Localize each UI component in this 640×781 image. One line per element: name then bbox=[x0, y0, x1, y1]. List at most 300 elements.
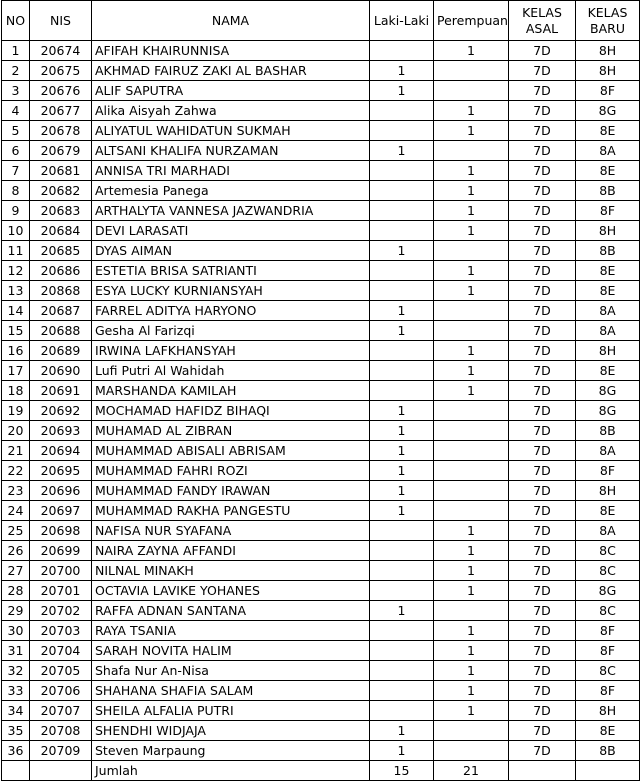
row-nis: 20689 bbox=[30, 341, 92, 361]
row-laki-laki: 1 bbox=[370, 321, 434, 341]
row-kelas-asal: 7D bbox=[509, 241, 576, 261]
row-nama: DYAS AIMAN bbox=[92, 241, 370, 261]
row-perempuan: 1 bbox=[434, 161, 509, 181]
row-nis: 20681 bbox=[30, 161, 92, 181]
header-laki-laki: Laki-Laki bbox=[370, 1, 434, 41]
table-row bbox=[2, 121, 640, 141]
row-nis: 20688 bbox=[30, 321, 92, 341]
table-row bbox=[2, 401, 640, 421]
row-kelas-asal: 7D bbox=[509, 301, 576, 321]
row-kelas-asal: 7D bbox=[509, 461, 576, 481]
row-nama: ALTSANI KHALIFA NURZAMAN bbox=[92, 141, 370, 161]
header-nama: NAMA bbox=[92, 1, 370, 41]
row-no: 14 bbox=[2, 301, 30, 321]
row-nama: FARREL ADITYA HARYONO bbox=[92, 301, 370, 321]
row-kelas-asal: 7D bbox=[509, 361, 576, 381]
row-nis: 20691 bbox=[30, 381, 92, 401]
table-row bbox=[2, 561, 640, 581]
row-nama: MUHAMMAD RAKHA PANGESTU bbox=[92, 501, 370, 521]
row-no: 13 bbox=[2, 281, 30, 301]
row-kelas-baru: 8A bbox=[576, 141, 640, 161]
row-nama: Artemesia Panega bbox=[92, 181, 370, 201]
row-perempuan bbox=[434, 301, 509, 321]
row-kelas-baru: 8C bbox=[576, 661, 640, 681]
row-kelas-asal: 7D bbox=[509, 101, 576, 121]
row-perempuan: 1 bbox=[434, 261, 509, 281]
row-no: 17 bbox=[2, 361, 30, 381]
row-perempuan bbox=[434, 481, 509, 501]
row-kelas-asal: 7D bbox=[509, 681, 576, 701]
row-kelas-baru: 8H bbox=[576, 701, 640, 721]
row-laki-laki: 1 bbox=[370, 241, 434, 261]
row-nis: 20678 bbox=[30, 121, 92, 141]
row-kelas-asal: 7D bbox=[509, 221, 576, 241]
row-laki-laki: 1 bbox=[370, 461, 434, 481]
row-laki-laki bbox=[370, 521, 434, 541]
row-no: 12 bbox=[2, 261, 30, 281]
row-laki-laki bbox=[370, 581, 434, 601]
table-row bbox=[2, 381, 640, 401]
table-row bbox=[2, 701, 640, 721]
row-kelas-asal: 7D bbox=[509, 581, 576, 601]
row-nis: 20699 bbox=[30, 541, 92, 561]
row-no: 6 bbox=[2, 141, 30, 161]
row-nis: 20708 bbox=[30, 721, 92, 741]
row-no: 32 bbox=[2, 661, 30, 681]
row-no: 1 bbox=[2, 41, 30, 61]
row-perempuan: 1 bbox=[434, 561, 509, 581]
table-row bbox=[2, 601, 640, 621]
row-nama: NILNAL MINAKH bbox=[92, 561, 370, 581]
row-no: 28 bbox=[2, 581, 30, 601]
total-row bbox=[2, 761, 640, 781]
row-laki-laki bbox=[370, 541, 434, 561]
row-kelas-asal: 7D bbox=[509, 441, 576, 461]
row-kelas-asal: 7D bbox=[509, 341, 576, 361]
row-kelas-asal: 7D bbox=[509, 621, 576, 641]
row-kelas-asal: 7D bbox=[509, 321, 576, 341]
row-perempuan: 1 bbox=[434, 381, 509, 401]
row-nis: 20695 bbox=[30, 461, 92, 481]
row-laki-laki bbox=[370, 121, 434, 141]
row-perempuan: 1 bbox=[434, 41, 509, 61]
table-row bbox=[2, 481, 640, 501]
row-kelas-asal: 7D bbox=[509, 81, 576, 101]
row-kelas-baru: 8A bbox=[576, 321, 640, 341]
table-row bbox=[2, 61, 640, 81]
row-nis: 20703 bbox=[30, 621, 92, 641]
row-nama: Shafa Nur An-Nisa bbox=[92, 661, 370, 681]
row-kelas-asal: 7D bbox=[509, 741, 576, 761]
row-nama: AFIFAH KHAIRUNNISA bbox=[92, 41, 370, 61]
row-kelas-baru: 8C bbox=[576, 541, 640, 561]
row-nis: 20698 bbox=[30, 521, 92, 541]
row-kelas-baru: 8H bbox=[576, 41, 640, 61]
row-kelas-baru: 8G bbox=[576, 101, 640, 121]
row-laki-laki bbox=[370, 101, 434, 121]
row-nama: SHEILA ALFALIA PUTRI bbox=[92, 701, 370, 721]
table-row bbox=[2, 41, 640, 61]
row-kelas-asal: 7D bbox=[509, 201, 576, 221]
table-row bbox=[2, 241, 640, 261]
row-kelas-asal: 7D bbox=[509, 281, 576, 301]
row-no: 8 bbox=[2, 181, 30, 201]
row-perempuan bbox=[434, 441, 509, 461]
row-no: 7 bbox=[2, 161, 30, 181]
row-perempuan: 1 bbox=[434, 101, 509, 121]
row-perempuan: 1 bbox=[434, 181, 509, 201]
row-no: 34 bbox=[2, 701, 30, 721]
row-nis: 20677 bbox=[30, 101, 92, 121]
table-row bbox=[2, 721, 640, 741]
row-kelas-baru: 8B bbox=[576, 241, 640, 261]
row-nama: MUHAMMAD FANDY IRAWAN bbox=[92, 481, 370, 501]
row-kelas-baru: 8E bbox=[576, 361, 640, 381]
row-laki-laki bbox=[370, 221, 434, 241]
row-perempuan bbox=[434, 421, 509, 441]
row-no: 33 bbox=[2, 681, 30, 701]
row-nama: MUHAMMAD ABISALI ABRISAM bbox=[92, 441, 370, 461]
row-nama: SHENDHI WIDJAJA bbox=[92, 721, 370, 741]
row-nis: 20704 bbox=[30, 641, 92, 661]
row-no: 27 bbox=[2, 561, 30, 581]
row-kelas-baru: 8A bbox=[576, 521, 640, 541]
row-laki-laki: 1 bbox=[370, 401, 434, 421]
row-perempuan bbox=[434, 61, 509, 81]
row-no: 23 bbox=[2, 481, 30, 501]
row-laki-laki bbox=[370, 201, 434, 221]
row-nis: 20707 bbox=[30, 701, 92, 721]
row-kelas-baru: 8H bbox=[576, 341, 640, 361]
row-nis: 20705 bbox=[30, 661, 92, 681]
row-no: 35 bbox=[2, 721, 30, 741]
row-no: 10 bbox=[2, 221, 30, 241]
row-perempuan bbox=[434, 501, 509, 521]
row-laki-laki bbox=[370, 361, 434, 381]
row-nama: NAIRA ZAYNA AFFANDI bbox=[92, 541, 370, 561]
row-no: 4 bbox=[2, 101, 30, 121]
row-nis: 20702 bbox=[30, 601, 92, 621]
table-body bbox=[2, 41, 640, 761]
row-no: 31 bbox=[2, 641, 30, 661]
row-no: 29 bbox=[2, 601, 30, 621]
row-nis: 20700 bbox=[30, 561, 92, 581]
row-kelas-asal: 7D bbox=[509, 501, 576, 521]
row-kelas-asal: 7D bbox=[509, 701, 576, 721]
row-nama: DEVI LARASATI bbox=[92, 221, 370, 241]
row-laki-laki: 1 bbox=[370, 741, 434, 761]
row-no: 15 bbox=[2, 321, 30, 341]
row-kelas-baru: 8G bbox=[576, 381, 640, 401]
row-perempuan bbox=[434, 241, 509, 261]
table-row bbox=[2, 301, 640, 321]
row-nama: Alika Aisyah Zahwa bbox=[92, 101, 370, 121]
row-nis: 20679 bbox=[30, 141, 92, 161]
row-nama: RAYA TSANIA bbox=[92, 621, 370, 641]
row-no: 24 bbox=[2, 501, 30, 521]
row-nis: 20674 bbox=[30, 41, 92, 61]
row-perempuan bbox=[434, 401, 509, 421]
row-nama: AKHMAD FAIRUZ ZAKI AL BASHAR bbox=[92, 61, 370, 81]
row-laki-laki: 1 bbox=[370, 481, 434, 501]
row-kelas-baru: 8F bbox=[576, 641, 640, 661]
row-laki-laki bbox=[370, 701, 434, 721]
row-laki-laki bbox=[370, 621, 434, 641]
table-row bbox=[2, 521, 640, 541]
row-nis: 20692 bbox=[30, 401, 92, 421]
row-nama: Lufi Putri Al Wahidah bbox=[92, 361, 370, 381]
total-kelas-baru-cell bbox=[576, 761, 640, 781]
table-row bbox=[2, 141, 640, 161]
row-kelas-baru: 8F bbox=[576, 81, 640, 101]
row-kelas-asal: 7D bbox=[509, 41, 576, 61]
row-nama: IRWINA LAFKHANSYAH bbox=[92, 341, 370, 361]
row-nis: 20685 bbox=[30, 241, 92, 261]
total-no-cell bbox=[2, 761, 30, 781]
row-perempuan bbox=[434, 601, 509, 621]
row-perempuan: 1 bbox=[434, 121, 509, 141]
row-nama: SARAH NOVITA HALIM bbox=[92, 641, 370, 661]
row-laki-laki bbox=[370, 41, 434, 61]
row-kelas-baru: 8B bbox=[576, 741, 640, 761]
row-kelas-baru: 8F bbox=[576, 681, 640, 701]
row-laki-laki bbox=[370, 261, 434, 281]
header-no: NO bbox=[2, 1, 30, 41]
row-laki-laki bbox=[370, 181, 434, 201]
row-nama: NAFISA NUR SYAFANA bbox=[92, 521, 370, 541]
row-perempuan: 1 bbox=[434, 201, 509, 221]
row-nis: 20683 bbox=[30, 201, 92, 221]
table-row bbox=[2, 621, 640, 641]
row-kelas-asal: 7D bbox=[509, 401, 576, 421]
total-label: Jumlah bbox=[92, 761, 370, 781]
row-nama: Gesha Al Farizqi bbox=[92, 321, 370, 341]
table-row bbox=[2, 361, 640, 381]
row-perempuan: 1 bbox=[434, 681, 509, 701]
row-perempuan: 1 bbox=[434, 581, 509, 601]
row-nama: ALIF SAPUTRA bbox=[92, 81, 370, 101]
row-no: 22 bbox=[2, 461, 30, 481]
row-nama: MUHAMMAD FAHRI ROZI bbox=[92, 461, 370, 481]
row-kelas-asal: 7D bbox=[509, 61, 576, 81]
row-perempuan bbox=[434, 461, 509, 481]
row-laki-laki bbox=[370, 641, 434, 661]
row-laki-laki bbox=[370, 161, 434, 181]
table-row bbox=[2, 181, 640, 201]
total-kelas-asal-cell bbox=[509, 761, 576, 781]
row-nis: 20676 bbox=[30, 81, 92, 101]
row-kelas-baru: 8C bbox=[576, 561, 640, 581]
row-laki-laki: 1 bbox=[370, 81, 434, 101]
table-row bbox=[2, 201, 640, 221]
row-perempuan: 1 bbox=[434, 701, 509, 721]
row-kelas-baru: 8G bbox=[576, 581, 640, 601]
row-no: 36 bbox=[2, 741, 30, 761]
row-kelas-baru: 8C bbox=[576, 601, 640, 621]
row-perempuan bbox=[434, 81, 509, 101]
header-kelas-baru: KELAS BARU bbox=[576, 1, 640, 41]
row-no: 11 bbox=[2, 241, 30, 261]
row-kelas-baru: 8E bbox=[576, 121, 640, 141]
row-laki-laki: 1 bbox=[370, 301, 434, 321]
row-laki-laki: 1 bbox=[370, 61, 434, 81]
row-no: 19 bbox=[2, 401, 30, 421]
row-no: 3 bbox=[2, 81, 30, 101]
row-laki-laki: 1 bbox=[370, 421, 434, 441]
row-kelas-asal: 7D bbox=[509, 121, 576, 141]
row-nis: 20682 bbox=[30, 181, 92, 201]
row-no: 18 bbox=[2, 381, 30, 401]
row-laki-laki bbox=[370, 381, 434, 401]
row-nis: 20709 bbox=[30, 741, 92, 761]
row-kelas-baru: 8F bbox=[576, 461, 640, 481]
table-row bbox=[2, 741, 640, 761]
row-perempuan: 1 bbox=[434, 281, 509, 301]
row-nama: MARSHANDA KAMILAH bbox=[92, 381, 370, 401]
total-nis-cell bbox=[30, 761, 92, 781]
row-kelas-asal: 7D bbox=[509, 181, 576, 201]
row-kelas-baru: 8E bbox=[576, 161, 640, 181]
row-no: 25 bbox=[2, 521, 30, 541]
row-nis: 20690 bbox=[30, 361, 92, 381]
row-kelas-asal: 7D bbox=[509, 421, 576, 441]
table-row bbox=[2, 221, 640, 241]
table-row bbox=[2, 681, 640, 701]
row-laki-laki bbox=[370, 341, 434, 361]
row-kelas-asal: 7D bbox=[509, 161, 576, 181]
row-perempuan: 1 bbox=[434, 521, 509, 541]
row-kelas-baru: 8G bbox=[576, 401, 640, 421]
table-row bbox=[2, 341, 640, 361]
total-laki-laki: 15 bbox=[370, 761, 434, 781]
table-row bbox=[2, 81, 640, 101]
table-row bbox=[2, 541, 640, 561]
header-nis: NIS bbox=[30, 1, 92, 41]
student-table bbox=[1, 0, 640, 781]
row-kelas-baru: 8A bbox=[576, 301, 640, 321]
header-perempuan: Perempuan bbox=[434, 1, 509, 41]
row-nis: 20696 bbox=[30, 481, 92, 501]
row-laki-laki: 1 bbox=[370, 441, 434, 461]
row-laki-laki bbox=[370, 281, 434, 301]
row-laki-laki bbox=[370, 681, 434, 701]
row-nis: 20694 bbox=[30, 441, 92, 461]
row-kelas-asal: 7D bbox=[509, 641, 576, 661]
row-kelas-baru: 8F bbox=[576, 201, 640, 221]
row-kelas-asal: 7D bbox=[509, 261, 576, 281]
row-nama: OCTAVIA LAVIKE YOHANES bbox=[92, 581, 370, 601]
table-row bbox=[2, 501, 640, 521]
row-perempuan: 1 bbox=[434, 641, 509, 661]
row-kelas-asal: 7D bbox=[509, 481, 576, 501]
row-kelas-baru: 8E bbox=[576, 281, 640, 301]
row-kelas-baru: 8H bbox=[576, 481, 640, 501]
row-nis: 20684 bbox=[30, 221, 92, 241]
row-perempuan: 1 bbox=[434, 361, 509, 381]
row-laki-laki bbox=[370, 561, 434, 581]
row-perempuan: 1 bbox=[434, 661, 509, 681]
row-nama: Steven Marpaung bbox=[92, 741, 370, 761]
row-nama: ALIYATUL WAHIDATUN SUKMAH bbox=[92, 121, 370, 141]
row-no: 2 bbox=[2, 61, 30, 81]
row-kelas-asal: 7D bbox=[509, 601, 576, 621]
table-row bbox=[2, 101, 640, 121]
row-nis: 20687 bbox=[30, 301, 92, 321]
row-perempuan: 1 bbox=[434, 341, 509, 361]
row-kelas-baru: 8E bbox=[576, 261, 640, 281]
row-nama: MOCHAMAD HAFIDZ BIHAQI bbox=[92, 401, 370, 421]
row-kelas-asal: 7D bbox=[509, 541, 576, 561]
row-perempuan: 1 bbox=[434, 221, 509, 241]
row-perempuan: 1 bbox=[434, 621, 509, 641]
row-no: 26 bbox=[2, 541, 30, 561]
row-kelas-asal: 7D bbox=[509, 561, 576, 581]
row-no: 30 bbox=[2, 621, 30, 641]
table-row bbox=[2, 461, 640, 481]
row-nama: ARTHALYTA VANNESA JAZWANDRIA bbox=[92, 201, 370, 221]
row-perempuan bbox=[434, 321, 509, 341]
row-no: 9 bbox=[2, 201, 30, 221]
row-nama: ESYA LUCKY KURNIANSYAH bbox=[92, 281, 370, 301]
row-laki-laki: 1 bbox=[370, 721, 434, 741]
row-nis: 20706 bbox=[30, 681, 92, 701]
row-kelas-baru: 8B bbox=[576, 181, 640, 201]
row-nama: RAFFA ADNAN SANTANA bbox=[92, 601, 370, 621]
row-no: 16 bbox=[2, 341, 30, 361]
row-perempuan: 1 bbox=[434, 541, 509, 561]
total-perempuan: 21 bbox=[434, 761, 509, 781]
row-no: 20 bbox=[2, 421, 30, 441]
row-nama: MUHAMAD AL ZIBRAN bbox=[92, 421, 370, 441]
row-kelas-baru: 8E bbox=[576, 501, 640, 521]
row-no: 5 bbox=[2, 121, 30, 141]
row-no: 21 bbox=[2, 441, 30, 461]
table-row bbox=[2, 261, 640, 281]
row-laki-laki: 1 bbox=[370, 601, 434, 621]
table-row bbox=[2, 641, 640, 661]
row-kelas-asal: 7D bbox=[509, 381, 576, 401]
row-laki-laki: 1 bbox=[370, 501, 434, 521]
header-row bbox=[2, 1, 640, 41]
row-nis: 20693 bbox=[30, 421, 92, 441]
table-row bbox=[2, 161, 640, 181]
row-nama: SHAHANA SHAFIA SALAM bbox=[92, 681, 370, 701]
row-nis: 20868 bbox=[30, 281, 92, 301]
table-row bbox=[2, 441, 640, 461]
row-kelas-baru: 8B bbox=[576, 421, 640, 441]
row-kelas-asal: 7D bbox=[509, 141, 576, 161]
row-nis: 20697 bbox=[30, 501, 92, 521]
row-laki-laki bbox=[370, 661, 434, 681]
table-row bbox=[2, 281, 640, 301]
row-nama: ESTETIA BRISA SATRIANTI bbox=[92, 261, 370, 281]
row-perempuan bbox=[434, 741, 509, 761]
row-laki-laki: 1 bbox=[370, 141, 434, 161]
table-row bbox=[2, 421, 640, 441]
row-kelas-baru: 8E bbox=[576, 721, 640, 741]
row-nis: 20686 bbox=[30, 261, 92, 281]
table-row bbox=[2, 581, 640, 601]
row-nis: 20675 bbox=[30, 61, 92, 81]
row-nama: ANNISA TRI MARHADI bbox=[92, 161, 370, 181]
row-kelas-asal: 7D bbox=[509, 661, 576, 681]
row-perempuan bbox=[434, 721, 509, 741]
row-kelas-baru: 8H bbox=[576, 61, 640, 81]
row-perempuan bbox=[434, 141, 509, 161]
row-nis: 20701 bbox=[30, 581, 92, 601]
row-kelas-asal: 7D bbox=[509, 521, 576, 541]
row-kelas-asal: 7D bbox=[509, 721, 576, 741]
